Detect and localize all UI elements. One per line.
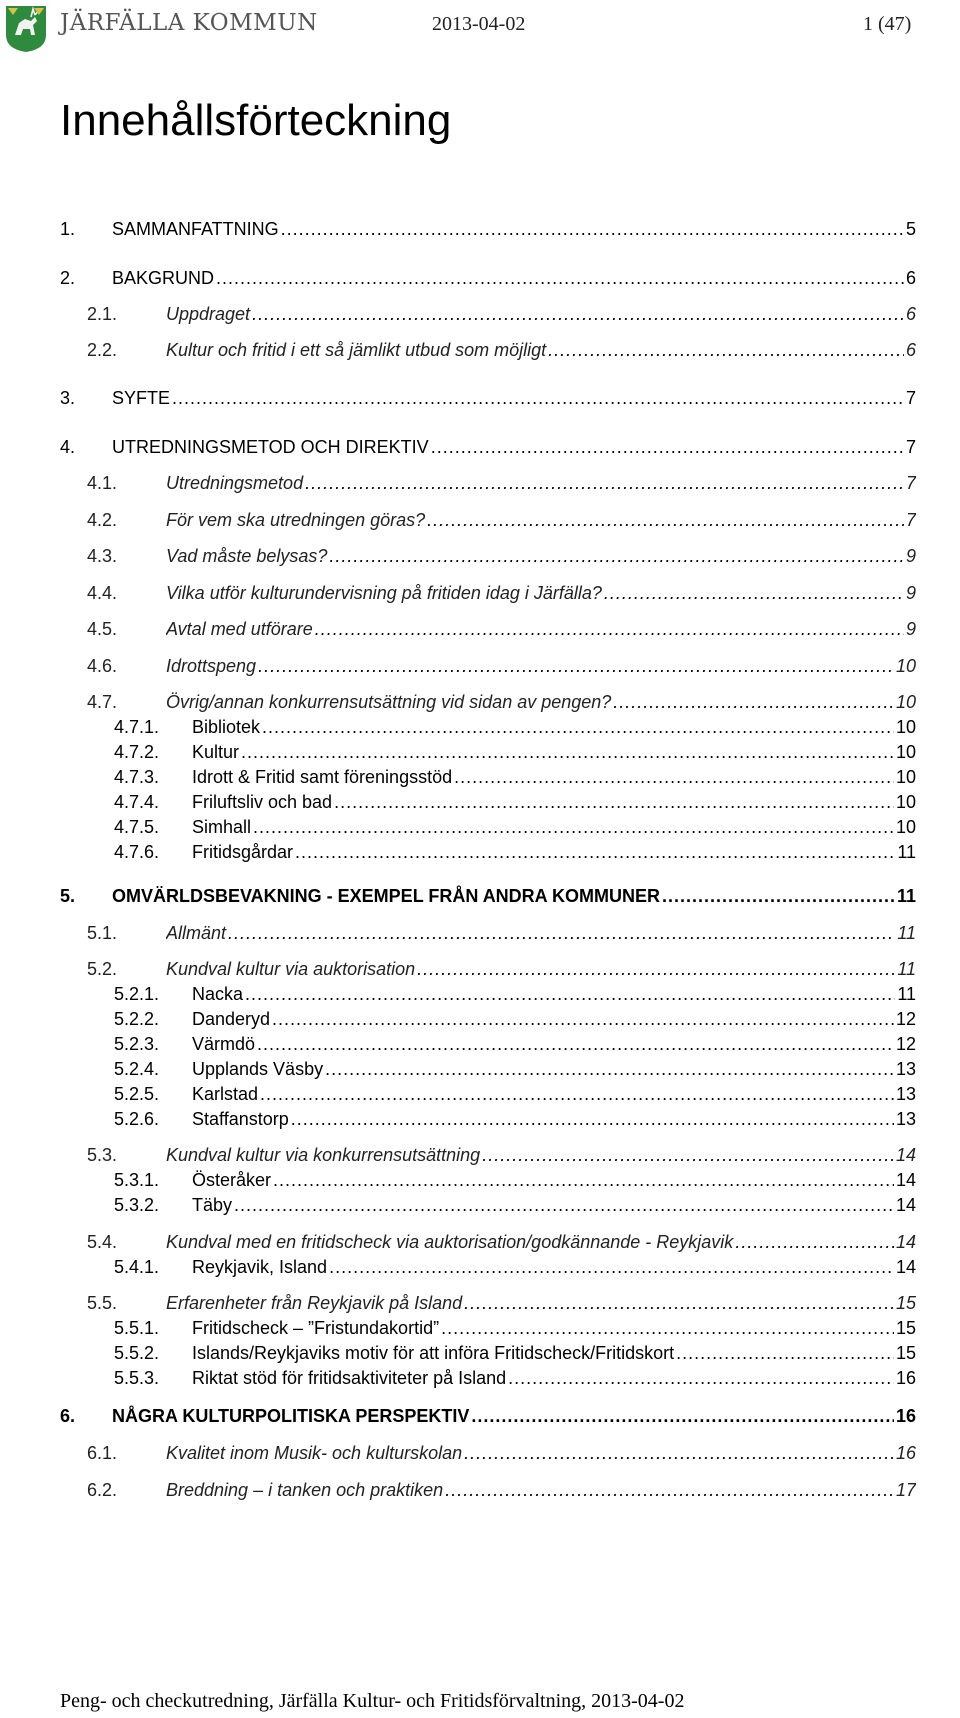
- toc-entry-label: SAMMANFATTNING: [112, 219, 279, 239]
- toc-entry[interactable]: [0, 1365, 960, 1391]
- toc-entry-page: 16: [895, 1368, 916, 1388]
- toc-entry-label: Allmänt: [166, 923, 227, 943]
- toc-entry-label: För vem ska utredningen göras?: [166, 510, 426, 530]
- toc-entry-number: 5.2.2.: [114, 1009, 160, 1029]
- toc-entry-label: Kvalitet inom Musik- och kulturskolan: [166, 1443, 463, 1463]
- toc-entry-number: 4.4.: [87, 583, 118, 603]
- toc-dot-leader: [172, 385, 904, 411]
- toc-entry[interactable]: [0, 434, 960, 460]
- toc-dot-leader: [241, 739, 894, 765]
- toc-entry[interactable]: [0, 814, 960, 840]
- toc-entry-number: 4.7.1.: [114, 717, 160, 737]
- toc-entry[interactable]: [0, 1106, 960, 1132]
- toc-entry-label: Kultur: [192, 742, 240, 762]
- toc-dot-leader: [329, 543, 904, 569]
- toc-entry-page: 10: [895, 692, 916, 712]
- toc-entry[interactable]: [0, 1142, 960, 1168]
- toc-entry-page: 9: [905, 546, 916, 566]
- toc-entry-label: Reykjavik, Island: [192, 1257, 328, 1277]
- toc-dot-leader: [431, 434, 904, 460]
- page-title: Innehållsförteckning: [60, 96, 452, 145]
- toc-entry[interactable]: [0, 1192, 960, 1218]
- toc-entry[interactable]: [0, 981, 960, 1007]
- toc-dot-leader: [273, 1167, 894, 1193]
- toc-entry-label: Fritidsgårdar: [192, 842, 294, 862]
- toc-entry-number: 2.: [60, 268, 76, 288]
- toc-entry-page: 17: [895, 1480, 916, 1500]
- toc-dot-leader: [464, 1440, 894, 1466]
- toc-entry-page: 6: [905, 340, 916, 360]
- toc-entry-label: NÅGRA KULTURPOLITISKA PERSPEKTIV: [112, 1406, 470, 1426]
- toc-entry-label: Österåker: [192, 1170, 272, 1190]
- toc-entry-label: Vilka utför kulturundervisning på fritiden idag i Järfälla?: [166, 583, 602, 603]
- toc-entry-label: Riktat stöd för fritidsaktiviteter på Island: [192, 1368, 507, 1388]
- toc-entry[interactable]: [0, 1340, 960, 1366]
- toc-entry-number: 1.: [60, 219, 76, 239]
- toc-entry[interactable]: [0, 507, 960, 533]
- toc-entry-page: 13: [895, 1084, 916, 1104]
- toc-entry-page: 6: [905, 304, 916, 324]
- toc-entry[interactable]: [0, 653, 960, 679]
- toc-dot-leader: [662, 883, 895, 909]
- toc-entry[interactable]: [0, 543, 960, 569]
- toc-entry-number: 4.7.4.: [114, 792, 160, 812]
- toc-entry[interactable]: [0, 1056, 960, 1082]
- toc-entry-number: 4.1.: [87, 473, 118, 493]
- toc-entry-label: Kultur och fritid i ett så jämlikt utbud som möjligt: [166, 340, 547, 360]
- toc-entry-number: 5.3.2.: [114, 1195, 160, 1215]
- toc-dot-leader: [257, 1031, 894, 1057]
- toc-entry-page: 14: [895, 1232, 916, 1252]
- toc-dot-leader: [445, 1477, 894, 1503]
- toc-entry[interactable]: [0, 920, 960, 946]
- toc-entry-number: 5.5.2.: [114, 1343, 160, 1363]
- toc-dot-leader: [334, 789, 894, 815]
- toc-dot-leader: [441, 1315, 894, 1341]
- toc-entry[interactable]: [0, 1254, 960, 1280]
- toc-entry[interactable]: [0, 1006, 960, 1032]
- toc-dot-leader: [315, 616, 904, 642]
- toc-entry-number: 5.2.4.: [114, 1059, 160, 1079]
- toc-entry-label: Kundval med en fritidscheck via auktorisation/godkännande - Reykjavik: [166, 1232, 734, 1252]
- toc-entry-number: 3.: [60, 388, 76, 408]
- toc-entry-page: 14: [895, 1170, 916, 1190]
- header-date: 2013-04-02: [432, 13, 526, 35]
- toc-entry-label: Täby: [192, 1195, 233, 1215]
- toc-dot-leader: [417, 956, 895, 982]
- toc-dot-leader: [258, 653, 894, 679]
- toc-entry-number: 4.: [60, 437, 76, 457]
- toc-entry-number: 5.2.6.: [114, 1109, 160, 1129]
- toc-dot-leader: [676, 1340, 894, 1366]
- toc-entry-number: 4.6.: [87, 656, 118, 676]
- toc-dot-leader: [464, 1290, 894, 1316]
- toc-entry-number: 2.1.: [87, 304, 118, 324]
- toc-entry-page: 11: [897, 842, 916, 862]
- toc-entry-number: 5.2.3.: [114, 1034, 160, 1054]
- toc-entry-label: Kundval kultur via auktorisation: [166, 959, 416, 979]
- toc-entry-label: Friluftsliv och bad: [192, 792, 333, 812]
- toc-dot-leader: [325, 1056, 894, 1082]
- page-footer: Peng- och checkutredning, Järfälla Kultur- och Fritidsförvaltning, 2013-04-02: [60, 1690, 685, 1712]
- toc-entry-number: 5.5.: [87, 1293, 118, 1313]
- toc-entry-number: 5.1.: [87, 923, 118, 943]
- toc-entry[interactable]: [0, 216, 960, 242]
- toc-dot-leader: [454, 764, 894, 790]
- toc-entry-label: Fritidscheck – ”Fristundakortid”: [192, 1318, 440, 1338]
- toc-entry-label: Danderyd: [192, 1009, 271, 1029]
- toc-dot-leader: [281, 216, 904, 242]
- toc-dot-leader: [234, 1192, 894, 1218]
- toc-entry-page: 7: [905, 388, 916, 408]
- toc-entry[interactable]: [0, 580, 960, 606]
- toc-entry-page: 15: [895, 1318, 916, 1338]
- toc-entry-page: 9: [905, 619, 916, 639]
- toc-dot-leader: [482, 1142, 894, 1168]
- toc-entry-page: 15: [895, 1293, 916, 1313]
- toc-entry[interactable]: [0, 1229, 960, 1255]
- toc-dot-leader: [216, 265, 904, 291]
- toc-entry-page: 13: [895, 1059, 916, 1079]
- toc-entry-number: 2.2.: [87, 340, 118, 360]
- toc-dot-leader: [427, 507, 904, 533]
- toc-entry-page: 10: [895, 817, 916, 837]
- toc-entry-label: Idrottspeng: [166, 656, 257, 676]
- toc-entry-number: 5.2.5.: [114, 1084, 160, 1104]
- toc-entry-page: 7: [905, 510, 916, 530]
- toc-dot-leader: [613, 689, 894, 715]
- toc-entry-page: 11: [896, 886, 916, 906]
- toc-entry-page: 10: [895, 717, 916, 737]
- toc-entry[interactable]: [0, 714, 960, 740]
- toc-entry[interactable]: [0, 764, 960, 790]
- toc-entry[interactable]: [0, 301, 960, 327]
- toc-entry[interactable]: [0, 1440, 960, 1466]
- toc-entry-number: 4.7.3.: [114, 767, 160, 787]
- toc-entry-page: 12: [895, 1009, 916, 1029]
- toc-entry-number: 5.: [60, 886, 76, 906]
- toc-entry-page: 5: [905, 219, 916, 239]
- toc-entry-page: 14: [895, 1195, 916, 1215]
- toc-entry[interactable]: [0, 956, 960, 982]
- toc-dot-leader: [253, 814, 894, 840]
- toc-entry-label: Islands/Reykjaviks motiv för att införa Fritidscheck/Fritidskort: [192, 1343, 675, 1363]
- toc-entry-label: Värmdö: [192, 1034, 256, 1054]
- header-page-number: 1 (47): [863, 13, 912, 35]
- toc-entry[interactable]: [0, 1315, 960, 1341]
- toc-entry-page: 10: [895, 792, 916, 812]
- toc-entry-number: 6.1.: [87, 1443, 118, 1463]
- toc-entry-page: 16: [895, 1443, 916, 1463]
- toc-dot-leader: [272, 1006, 894, 1032]
- toc-dot-leader: [604, 580, 904, 606]
- toc-entry-number: 5.2.: [87, 959, 118, 979]
- toc-entry-label: Upplands Väsby: [192, 1059, 324, 1079]
- toc-entry-number: 5.2.1.: [114, 984, 160, 1004]
- toc-entry-label: UTREDNINGSMETOD OCH DIREKTIV: [112, 437, 429, 457]
- toc-entry[interactable]: [0, 385, 960, 411]
- toc-entry[interactable]: [0, 1167, 960, 1193]
- toc-dot-leader: [305, 470, 904, 496]
- toc-entry-number: 5.4.1.: [114, 1257, 160, 1277]
- toc-dot-leader: [252, 301, 904, 327]
- toc-entry-label: Uppdraget: [166, 304, 251, 324]
- toc-entry-number: 4.2.: [87, 510, 118, 530]
- toc-dot-leader: [262, 714, 894, 740]
- toc-entry[interactable]: [0, 1290, 960, 1316]
- toc-entry-number: 4.7.: [87, 692, 118, 712]
- toc-entry-page: 14: [895, 1257, 916, 1277]
- toc-entry-page: 11: [897, 984, 916, 1004]
- toc-entry-label: Karlstad: [192, 1084, 259, 1104]
- toc-dot-leader: [291, 1106, 894, 1132]
- toc-entry-page: 14: [895, 1145, 916, 1165]
- toc-entry-label: Övrig/annan konkurrensutsättning vid sidan av pengen?: [166, 692, 612, 712]
- toc-entry-page: 13: [895, 1109, 916, 1129]
- toc-entry[interactable]: [0, 883, 960, 909]
- toc-entry-page: 10: [895, 742, 916, 762]
- toc-entry-page: 11: [897, 959, 916, 979]
- toc-entry-number: 4.3.: [87, 546, 118, 566]
- toc-entry-label: Utredningsmetod: [166, 473, 304, 493]
- toc-entry-label: Kundval kultur via konkurrensutsättning: [166, 1145, 481, 1165]
- toc-entry-page: 9: [905, 583, 916, 603]
- toc-entry[interactable]: [0, 470, 960, 496]
- toc-entry-label: BAKGRUND: [112, 268, 215, 288]
- toc-dot-leader: [228, 920, 895, 946]
- toc-entry-page: 7: [905, 437, 916, 457]
- toc-entry-number: 5.5.3.: [114, 1368, 160, 1388]
- toc-entry[interactable]: [0, 839, 960, 865]
- toc-dot-leader: [245, 981, 895, 1007]
- toc-entry-number: 6.: [60, 1406, 76, 1426]
- toc-entry-number: 6.2.: [87, 1480, 118, 1500]
- toc-entry-number: 5.5.1.: [114, 1318, 160, 1338]
- toc-entry-number: 4.5.: [87, 619, 118, 639]
- toc-entry-page: 6: [905, 268, 916, 288]
- toc-entry-page: 15: [895, 1343, 916, 1363]
- toc-entry[interactable]: [0, 739, 960, 765]
- toc-entry-number: 4.7.2.: [114, 742, 160, 762]
- toc-dot-leader: [735, 1229, 894, 1255]
- toc-entry-number: 5.3.1.: [114, 1170, 160, 1190]
- toc-dot-leader: [508, 1365, 894, 1391]
- toc-entry-label: Avtal med utförare: [166, 619, 313, 639]
- toc-entry-label: Erfarenheter från Reykjavik på Island: [166, 1293, 463, 1313]
- toc-entry-page: 12: [895, 1034, 916, 1054]
- toc-entry[interactable]: [0, 616, 960, 642]
- toc-entry[interactable]: [0, 1403, 960, 1429]
- toc-entry[interactable]: [0, 1081, 960, 1107]
- toc-entry-number: 5.4.: [87, 1232, 118, 1252]
- toc-entry-number: 5.3.: [87, 1145, 118, 1165]
- toc-entry[interactable]: [0, 265, 960, 291]
- toc-entry-label: SYFTE: [112, 388, 171, 408]
- toc-entry[interactable]: [0, 689, 960, 715]
- toc-entry[interactable]: [0, 1477, 960, 1503]
- toc-entry-label: Breddning – i tanken och praktiken: [166, 1480, 444, 1500]
- toc-entry-label: Bibliotek: [192, 717, 261, 737]
- toc-entry-label: Vad måste belysas?: [166, 546, 328, 566]
- toc-entry[interactable]: [0, 1031, 960, 1057]
- toc-entry-number: 4.7.5.: [114, 817, 160, 837]
- toc-entry-label: Nacka: [192, 984, 244, 1004]
- toc-dot-leader: [295, 839, 895, 865]
- toc-dot-leader: [471, 1403, 894, 1429]
- municipality-name: JÄRFÄLLA KOMMUN: [60, 10, 318, 36]
- toc-entry-page: 10: [895, 767, 916, 787]
- toc-entry-page: 11: [897, 923, 916, 943]
- toc-entry-label: OMVÄRLDSBEVAKNING - EXEMPEL FRÅN ANDRA KOMMUNER: [112, 886, 661, 906]
- toc-entry-label: Idrott & Fritid samt föreningsstöd: [192, 767, 453, 787]
- toc-entry-page: 16: [895, 1406, 916, 1426]
- toc-entry-label: Staffanstorp: [192, 1109, 289, 1129]
- toc-entry-label: Simhall: [192, 817, 252, 837]
- toc-dot-leader: [260, 1081, 894, 1107]
- toc-entry[interactable]: [0, 337, 960, 363]
- toc-entry[interactable]: [0, 789, 960, 815]
- toc-entry-number: 4.7.6.: [114, 842, 160, 862]
- toc-entry-page: 7: [905, 473, 916, 493]
- toc-dot-leader: [548, 337, 904, 363]
- toc-entry-page: 10: [895, 656, 916, 676]
- toc-dot-leader: [329, 1254, 894, 1280]
